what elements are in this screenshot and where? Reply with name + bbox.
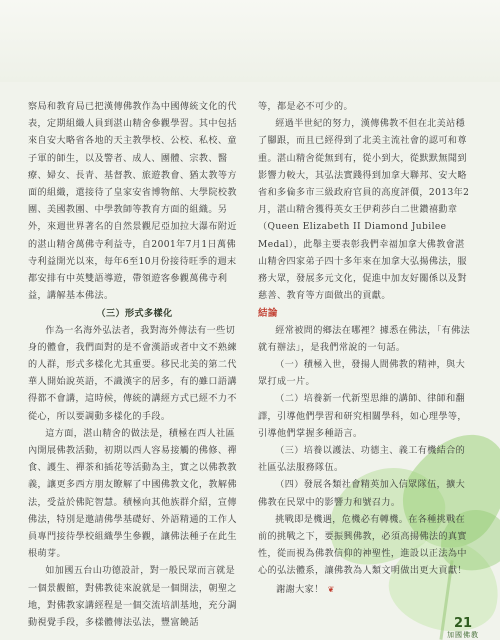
publication-name: 加國佛教	[447, 631, 479, 639]
paragraph: 等，都是必不可少的。	[258, 102, 353, 112]
paragraph: 察局和教育局已把漢傳佛教作為中國傳統文化的代表，定期組織人員到湛山精舍參觀學習。其中包括來自安大略省各地的天主教學校、公校、私校、童子軍的師生，以及警者、成人、團體、宗教、醫療、婦女、長青、基督教、旅遊教會、猶太教等方面的組織，還接待了皇家安省博物館、大學院校教團、美國教團、中學教師等教育方面的組織。另外，來週世界著名的自然景觀尼亞加拉大瀑布附近的湛山精舍萬佛寺利益寺，自2001年7月1日萬佛寺利益開光以來，每年6至10月份接待旺季的週末都安排有中英雙語導遊，帶領遊客參觀萬佛寺利益，講解基本佛法。	[28, 102, 237, 302]
thanks-text: 謝謝大家！	[276, 584, 324, 595]
top-header-band	[0, 0, 500, 82]
page-number: 21	[453, 616, 473, 631]
conclusion-heading: 結論	[258, 308, 278, 320]
paragraph: 經常被問的鄉法在哪裡？據悉在佛法，「有佛法就有辦法」，是我們常說的一句話。	[258, 325, 471, 353]
list-item: （二）培養新一代新型思維的講師、律師和翻譯，引導他們學習和研究相關學科，如心理學等，引導他們掌握多種語言。	[258, 394, 467, 439]
list-item: （一）積極入世，發揚人間佛教的精神，與大眾打成一片。	[258, 360, 466, 388]
paragraph: 這方面，湛山精舍的做法是，積極在西人社區內開展佛教活動，初期以西人容易接觸的佛修、禪食、護生、禪茶和插花等活動為主，實之以佛教教義，讓更多西方朋友瞭解了中國佛教文化，教解佛法，受益於佛陀智慧。積極向其他族群介紹，宣傳佛法，特別是邀請佛學基礎好、外語精通的工作人員專門接待學校組織學生參觀，讓佛法種子在此生根萌芽。	[28, 428, 237, 560]
flourish-icon: ❦	[327, 584, 335, 594]
left-column	[28, 99, 241, 632]
section-title: （三）形式多樣化	[96, 308, 173, 320]
right-column	[258, 99, 471, 599]
closing-line	[258, 581, 471, 599]
paragraph: 如加國五台山功德設計，對一般民眾而言就是一個景觀館，對佛教徒來說就是一個開法，朝聖之地，對佛教家講經程是一個交流培訓基地，充分調動視覺手段，多樣體傳法弘法，豐富饒話	[28, 566, 237, 629]
paragraph: 經過半世紀的努力，漢傳佛教不但在北美站穩了腳跟，而且已經得到了北美主流社會的認可和尊重。湛山精舍從無到有，從小到大，從默默無聞到影響力較大，其弘法實踐得到加拿大聯邦、安大略省和多倫多市三級政府官員的高度評價，2013年2月，湛山精舍獲得英女王伊莉莎白二世鑽禧勳章（Queen Elizabeth II Diamond Jubilee Medal），此舉主要表彰我們幸福加拿大佛教會湛山精舍四家弟子四十多年來在加拿大弘揚佛法，服務大眾，發展多元文化，促進中加友好關係以及對慈善、教育等方面做出的貢獻。	[258, 119, 470, 302]
list-item: （三）培養以護法、功德主、義工有機結合的社區弘法服務隊伍。	[258, 446, 466, 474]
paragraph: 挑戰即是機遇，危機必有轉機。在各種挑戰在前的挑戰之下，要振興佛教，必須高揚佛法的真實性，從而視為佛教信仰的神聖性，進設以正法為中心的弘法體系，讓佛教為人類文明做出更大貢獻！	[258, 514, 467, 577]
paragraph: 作為一名海外弘法者，我對海外傳法有一些切身的體會，我們面對的是不會漢語或者中文不熟練的人群，形式多樣化尤其重要。移民北美的第二代華人開始說英語，不識漢字的居多，有的雖口語講得都不會講，這時候，傳統的講經方式已經不力不從心，所以要調動多樣化的手段。	[28, 325, 237, 422]
list-item: （四）發展各類社會精英加入信眾隊伍，擴大佛教在民眾中的影響力和號召力。	[258, 480, 466, 508]
